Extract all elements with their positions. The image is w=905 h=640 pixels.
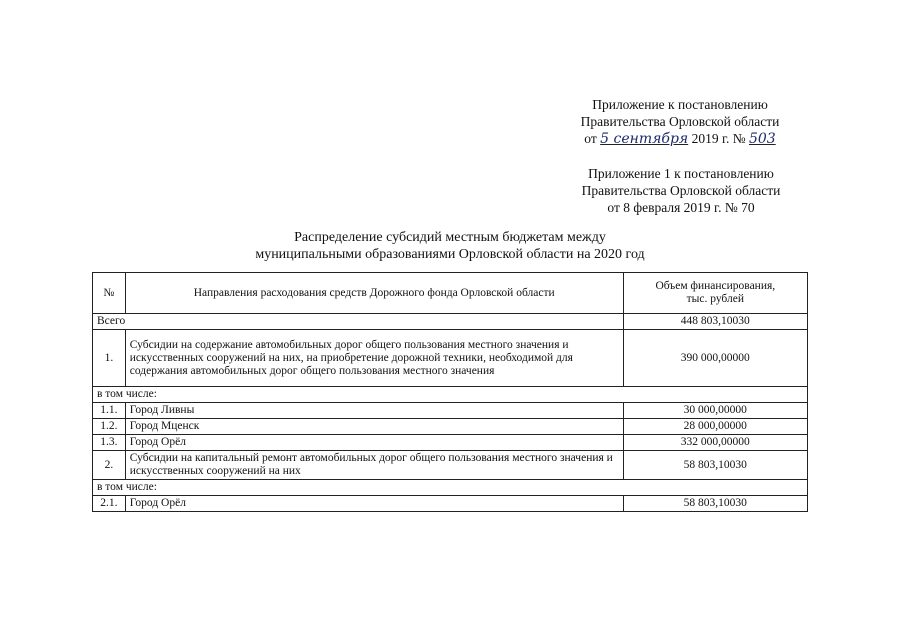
appendix-line-2: Правительства Орловской области <box>581 183 781 198</box>
table-row-subtotal-label <box>93 480 808 496</box>
row-num: 1.1. <box>93 403 126 419</box>
row-text: Город Мценск <box>125 419 623 435</box>
row-amount: 58 803,10030 <box>623 496 807 512</box>
header-amount-line-1: Объем финансирования, <box>655 280 776 292</box>
row-amount: 28 000,00000 <box>623 419 807 435</box>
resolution-header <box>560 96 800 148</box>
title-line-2: муниципальными образованиями Орловской области на 2020 год <box>255 247 645 262</box>
table-row <box>93 419 808 435</box>
total-label: Всего <box>93 314 624 330</box>
appendix-line-3: от 8 февраля 2019 г. № 70 <box>607 200 755 215</box>
header-num: № <box>93 273 126 314</box>
table-row <box>93 330 808 387</box>
row-text: Город Орёл <box>125 435 623 451</box>
table-row <box>93 403 808 419</box>
table-header-row <box>93 273 808 314</box>
date-prefix: от <box>584 131 597 146</box>
subsidy-table <box>92 272 808 512</box>
row-num: 1.3. <box>93 435 126 451</box>
table-row-total <box>93 314 808 330</box>
table-row <box>93 451 808 480</box>
row-num: 2. <box>93 451 126 480</box>
including-label: в том числе: <box>93 387 808 403</box>
title-line-1: Распределение субсидий местным бюджетам между <box>294 230 606 245</box>
row-num: 1. <box>93 330 126 387</box>
row-num: 2.1. <box>93 496 126 512</box>
header-line-2: Правительства Орловской области <box>580 114 780 129</box>
row-text: Субсидии на капитальный ремонт автомобильных дорог общего пользования местного значения и искусственных сооружений на них <box>125 451 623 480</box>
document-title <box>200 229 700 263</box>
including-label: в том числе: <box>93 480 808 496</box>
appendix-header <box>556 165 806 216</box>
total-amount: 448 803,10030 <box>623 314 807 330</box>
row-amount: 30 000,00000 <box>623 403 807 419</box>
row-num: 1.2. <box>93 419 126 435</box>
header-amount-line-2: тыс. рублей <box>686 293 744 305</box>
table-row-subtotal-label <box>93 387 808 403</box>
date-middle: 2019 г. № <box>691 131 746 146</box>
header-direction: Направления расходования средств Дорожного фонда Орловской области <box>125 273 623 314</box>
row-text: Город Ливны <box>125 403 623 419</box>
table-row <box>93 435 808 451</box>
header-amount <box>623 273 807 314</box>
row-amount: 332 000,00000 <box>623 435 807 451</box>
row-text: Субсидии на содержание автомобильных дорог общего пользования местного значения и искусственных сооружений на них, на приобретение дорожной техники, необходимой для содержания автомобильных дорог общего пользования местного значения <box>125 330 623 387</box>
row-amount: 58 803,10030 <box>623 451 807 480</box>
header-date-line <box>560 130 800 148</box>
row-text: Город Орёл <box>125 496 623 512</box>
row-amount: 390 000,00000 <box>623 330 807 387</box>
appendix-line-1: Приложение 1 к постановлению <box>588 166 774 181</box>
handwritten-number: 503 <box>748 131 776 147</box>
header-line-1: Приложение к постановлению <box>592 97 768 112</box>
table-row <box>93 496 808 512</box>
handwritten-date: 5 сентября <box>600 131 689 147</box>
